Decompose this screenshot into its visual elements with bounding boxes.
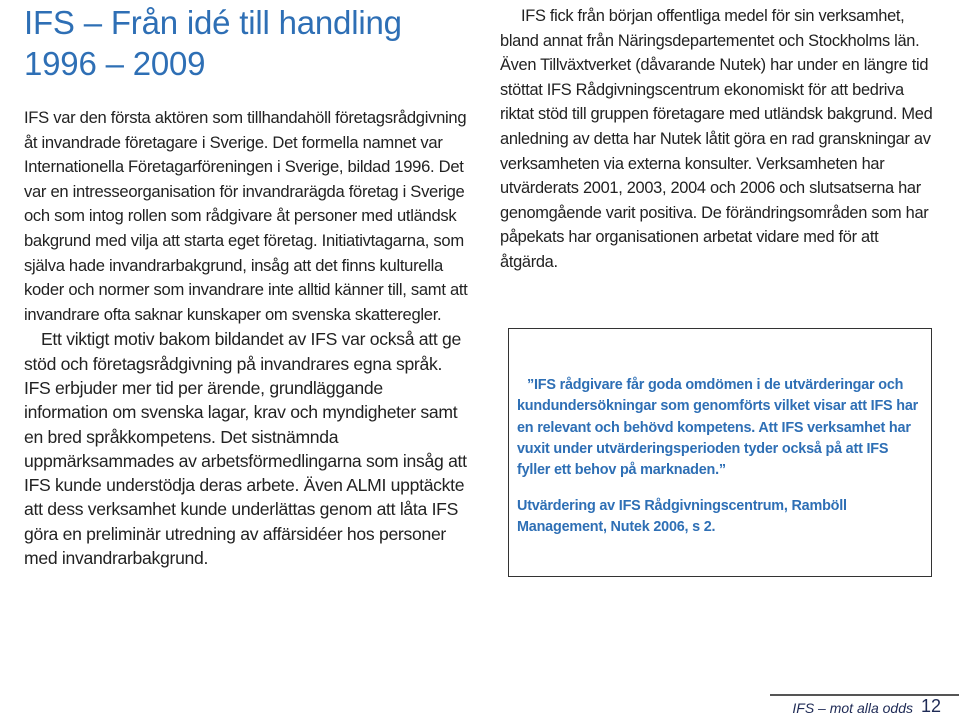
left-column [24, 2, 470, 570]
right-paragraph: IFS fick från början offentliga medel för sin verksamhet, bland annat från Näringsdepartementet och Stockholms län. Även Tillväxtverket (dåvarande Nutek) har under en längre tid stöttat IFS Rådgivningscentrum ekonomiskt för att bedriva riktat stöd till gruppen företagare med utländsk bakgrund. Med anledning av detta har Nutek låtit göra en rad granskningar av verksamheten via externa konsulter. Verksamheten har utvärderats 2001, 2003, 2004 och 2006 och slutsatserna har genomgående varit positiva. De förändringsområden som har påpekats har organisationen arbetat vidare med för att åtgärda. [500, 7, 933, 271]
footer-title: IFS – mot alla odds [792, 700, 913, 716]
page-footer [770, 694, 959, 724]
title-line-2: 1996 – 2009 [24, 45, 206, 82]
quote-text: ”IFS rådgivare får goda omdömen i de utvärderingar och kundundersökningar som genomförts vilket visar att IFS har en relevant och behövd kompetens. Att IFS verksamhet har vuxit under utvärderingsperioden tyder också på att IFS fyller ett behov på marknaden.” [517, 377, 919, 479]
page-number: 12 [920, 696, 941, 716]
quote-source: Utvärdering av IFS Rådgivningscentrum, Ramböll Management, Nutek 2006, s 2. [517, 498, 847, 536]
intro-paragraph: IFS var den första aktören som tillhandahöll företagsrådgivning åt invandrade företagare i Sverige. Det formella namnet var Internationella Företagarföreningen i Sverige, bildad 1996. Det var en intresseorganisation för invandrarägda företag i Sverige och som intog rollen som rådgivare åt personer med utländsk bakgrund med vilja att starta eget företag. Initiativtagarna, som själva hade invandrarbakgrund, insåg att det finns kulturella koder och normer som invandrare inte alltid känner till, samt att invandrare ofta saknar kunskaper om svenska skatteregler. [24, 108, 468, 324]
page-title [24, 2, 470, 84]
body-paragraph: Ett viktigt motiv bakom bildandet av IFS var också att ge stöd och företagsrådgivning på invandrares egna språk. IFS erbjuder mer tid per ärende, grundläggande information om svenska lagar, krav och myndigheter samt en bred språkkompetens. Det sistnämnda uppmärksammades av arbetsförmedlingarna som insåg att IFS kunde understödja deras arbete. Även ALMI upptäckte att dess verksamhet kunde underlättas genom att låta IFS göra en preliminär utredning av affärsidéer hos personer med invandrarbakgrund. [24, 329, 467, 569]
title-line-1: IFS – Från idé till handling [24, 4, 402, 41]
right-column [500, 4, 940, 275]
quote-box [508, 328, 932, 577]
